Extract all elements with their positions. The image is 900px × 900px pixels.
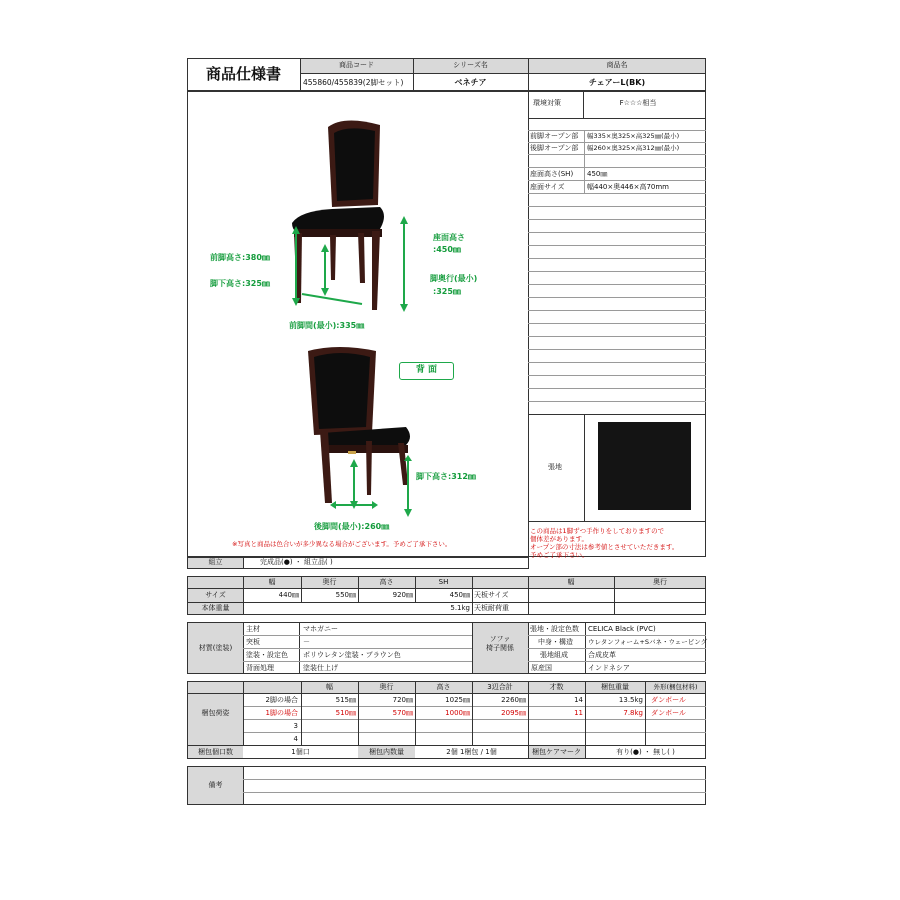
- name-label: 商品名: [606, 61, 628, 69]
- packing-header: 奥行: [379, 683, 394, 691]
- name-value: チェアーL(BK): [588, 78, 646, 87]
- packing-header: 幅: [326, 683, 333, 691]
- materials-label: 材質(塗装): [198, 644, 233, 652]
- material-value: －: [303, 638, 310, 646]
- material-value: ポリウレタン塗装・ブラウン色: [303, 651, 401, 659]
- packing-cell: ダンボール: [651, 696, 686, 704]
- spec-row-label: 前脚オープン部: [530, 132, 579, 140]
- size-value: 550㎜: [335, 591, 356, 599]
- sofa-key: 原産国: [531, 664, 552, 672]
- spec-row-value: 450㎜: [587, 170, 608, 178]
- packing-header: 梱包重量: [601, 683, 629, 691]
- inner-value: 2個 1梱包 / 1個: [446, 748, 497, 756]
- size-label: サイズ: [205, 591, 226, 599]
- weight-label: 本体重量: [201, 604, 230, 612]
- col-header: 奥行: [322, 578, 337, 586]
- sofa-key: 中身・構造: [538, 638, 573, 646]
- packing-cell: 1000㎜: [445, 709, 470, 717]
- sofa-value: CELICA Black (PVC): [588, 625, 656, 633]
- material-value: マホガニー: [303, 625, 338, 633]
- code-label: 商品コード: [339, 61, 374, 69]
- top-size-label: 天板サイズ: [474, 591, 509, 599]
- dimension-lines-back: [330, 455, 420, 525]
- note-line: 個体差があります。: [530, 535, 588, 543]
- packing-cell: 11: [574, 709, 583, 717]
- size-value: 920㎜: [392, 591, 413, 599]
- col-header: 高さ: [379, 578, 394, 586]
- packing-cell: 515㎜: [335, 696, 356, 704]
- weight-value: 5.1kg: [450, 604, 470, 612]
- size-value: 450㎜: [449, 591, 470, 599]
- note-line: この商品は1脚ずつ手作りをしておりますので: [530, 527, 665, 535]
- packing-header: 高さ: [436, 683, 451, 691]
- note-line: 予めご了承下さい。: [530, 551, 589, 559]
- back-view-label: 背 面: [415, 365, 438, 375]
- note-line: オープン部の寸法は参考値とさせていただきます。: [530, 543, 679, 551]
- count-label: 梱包個口数: [198, 748, 233, 756]
- packing-header: 3辺合計: [487, 683, 513, 691]
- count-value: 1個口: [291, 748, 310, 756]
- packing-cell: 14: [574, 696, 583, 704]
- dimension-lines-front: [280, 210, 420, 320]
- packing-label: 梱包荷姿: [201, 709, 230, 717]
- material-key: 主材: [246, 625, 260, 633]
- photo-note: ※写真と商品は色合いが多少異なる場合がございます。予めご了承下さい。: [232, 540, 452, 548]
- sofa-value: インドネシア: [588, 664, 630, 672]
- material-value: 塗装仕上げ: [303, 664, 338, 672]
- fabric-label: 張地: [548, 463, 562, 471]
- top-load-label: 天板耐荷重: [474, 604, 509, 612]
- seat-height-label: 座面高さ: [433, 233, 465, 242]
- leg-under-height-label: 脚下高さ:325㎜: [210, 279, 270, 288]
- spec-row-label: 座面サイズ: [530, 183, 565, 191]
- material-key: 塗装・設定色: [246, 651, 288, 659]
- spec-row-value: 幅260×奥325×高312㎜(最小): [587, 144, 680, 152]
- front-leg-height-label: 前脚高さ:380㎜: [210, 253, 270, 262]
- spec-row-label: 座面高さ(SH): [530, 170, 574, 178]
- care-label: 梱包ケアマーク: [532, 748, 581, 756]
- material-key: 突板: [246, 638, 260, 646]
- doc-title: 商品仕様書: [205, 65, 281, 83]
- col-header: 幅: [268, 578, 276, 586]
- leg-depth-label: 脚奥行(最小): [430, 274, 478, 283]
- spec-row-value: 幅440×奥446×高70mm: [587, 183, 669, 191]
- fabric-swatch: [598, 422, 691, 510]
- col-header: 幅: [567, 578, 575, 586]
- packing-cell: 1025㎜: [445, 696, 470, 704]
- env-value: F☆☆☆相当: [619, 99, 657, 107]
- spec-row-label: 後脚オープン部: [530, 144, 579, 152]
- packing-row-name: 2脚の場合: [265, 696, 298, 704]
- packing-cell: ダンボール: [651, 709, 686, 717]
- col-header: 奥行: [653, 578, 667, 586]
- packing-cell: 7.8kg: [623, 709, 643, 717]
- spec-row-value: 幅335×奥325×高325㎜(最小): [587, 132, 680, 140]
- packing-cell: 720㎜: [392, 696, 413, 704]
- packing-cell: 13.5kg: [618, 696, 643, 704]
- packing-row-name: 1脚の場合: [265, 709, 298, 717]
- col-header: SH: [438, 578, 449, 586]
- sofa-label: 椅子関係: [486, 644, 514, 652]
- sofa-key: 張地組成: [540, 651, 568, 659]
- packing-cell: 510㎜: [335, 709, 356, 717]
- packing-row-name: 3: [293, 722, 298, 730]
- remarks-label: 備考: [208, 781, 223, 789]
- series-label: シリーズ名: [453, 61, 488, 69]
- env-label: 環境対策: [533, 99, 561, 107]
- assembly-value: 完成品(●) ・ 組立品( ): [260, 558, 333, 566]
- inner-label: 梱包内数量: [369, 748, 404, 756]
- packing-cell: 570㎜: [392, 709, 413, 717]
- care-value: 有り(●) ・ 無し( ): [616, 748, 675, 756]
- leg-depth-value: :325㎜: [433, 287, 461, 296]
- packing-cell: 2260㎜: [501, 696, 526, 704]
- packing-header: 才数: [549, 683, 564, 691]
- series-value: ベネチア: [454, 78, 487, 87]
- size-value: 440㎜: [278, 591, 299, 599]
- sofa-label: ソファ: [489, 635, 511, 643]
- sofa-value: 合成皮革: [588, 651, 616, 659]
- assembly-label: 組立: [208, 558, 223, 566]
- seat-height-value: :450㎜: [433, 245, 461, 254]
- front-leg-gap-label: 前脚間(最小):335㎜: [289, 321, 365, 330]
- packing-header: 外形(梱包材料): [653, 683, 698, 691]
- sofa-key: 張地・設定色数: [530, 625, 579, 633]
- rear-leg-under-label: 脚下高さ:312㎜: [416, 472, 476, 481]
- packing-row-name: 4: [293, 735, 298, 743]
- sofa-value: ウレタンフォーム+Sバネ・ウェービング: [588, 638, 708, 646]
- packing-cell: 2095㎜: [501, 709, 526, 717]
- rear-leg-gap-label: 後脚間(最小):260㎜: [314, 522, 390, 531]
- remarks-box: [187, 766, 706, 805]
- code-value: 455860/455839(2脚セット): [303, 78, 404, 87]
- material-key: 背面処理: [246, 664, 274, 672]
